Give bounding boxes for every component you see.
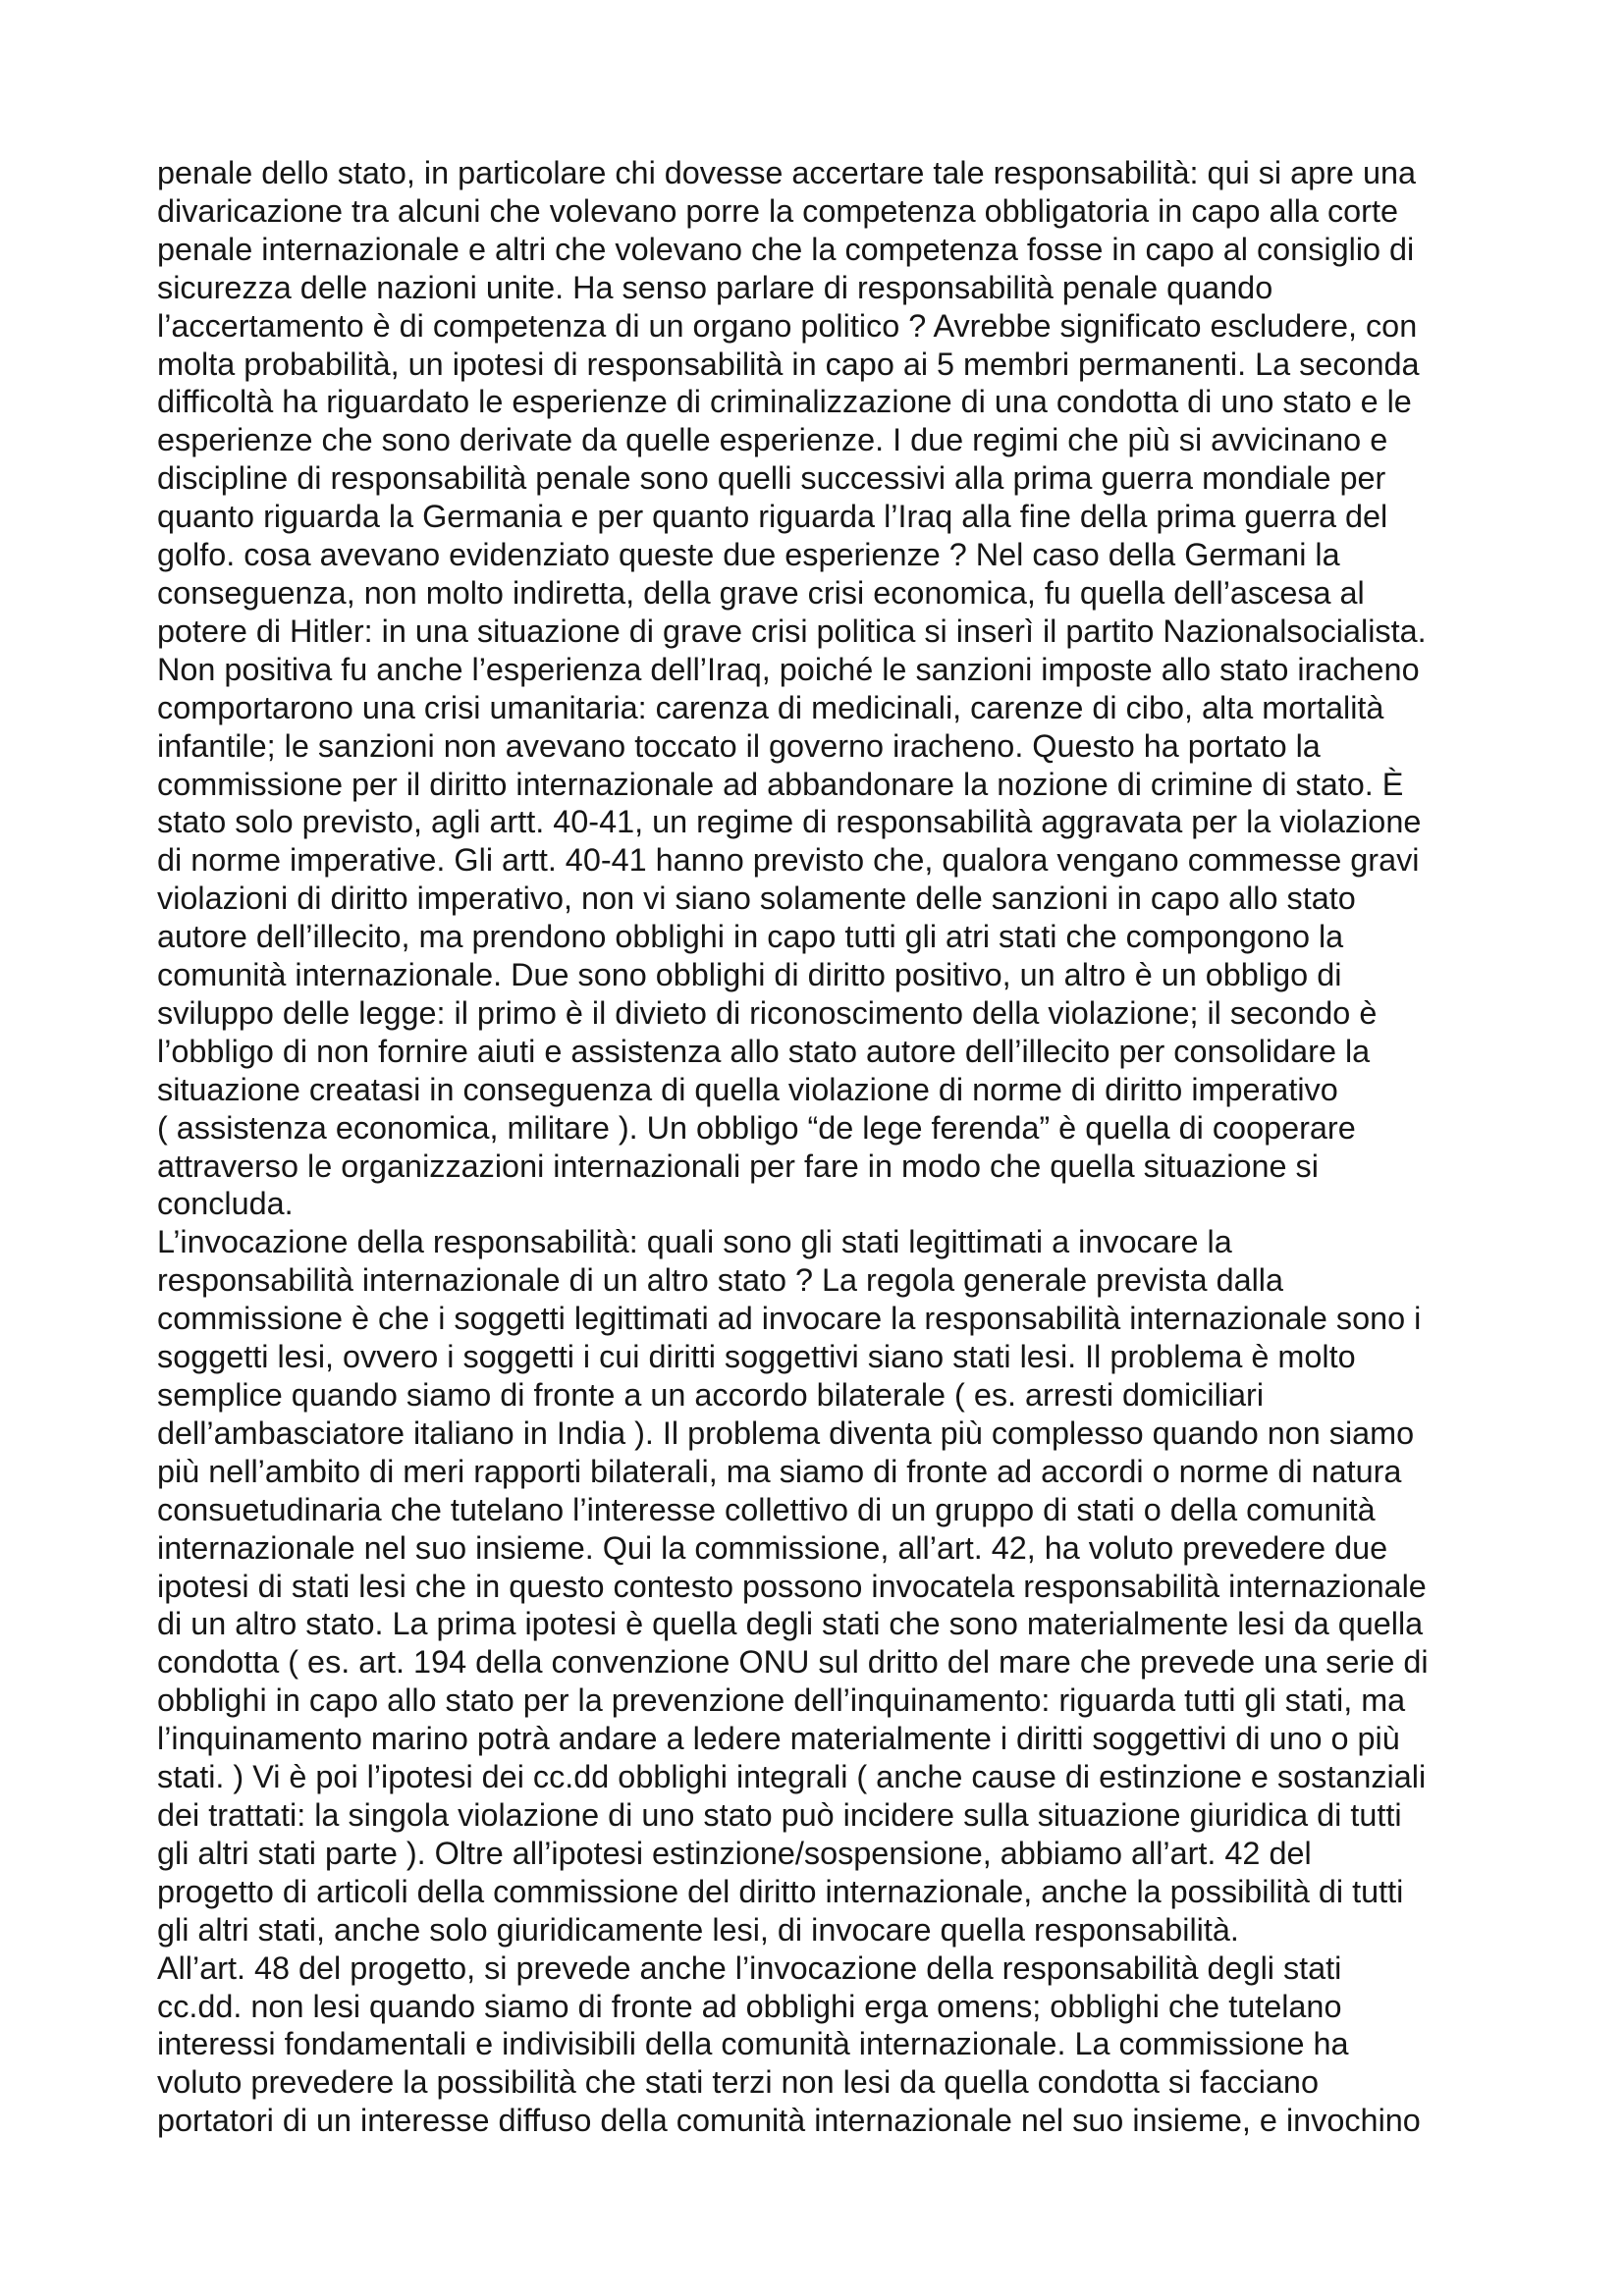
text-line: internazionale nel suo insieme. Qui la commissione, all’art. 42, ha voluto prevedere due — [157, 1529, 1388, 1566]
text-line: più nell’ambito di meri rapporti bilaterali, ma siamo di fronte ad accordi o norme di natura — [157, 1453, 1402, 1489]
text-line: stati. ) Vi è poi l’ipotesi dei cc.dd obblighi integrali ( anche cause di estinzione e sostanziali — [157, 1759, 1427, 1795]
text-line: infantile; le sanzioni non avevano toccato il governo iracheno. Questo ha portato la — [157, 727, 1321, 764]
text-line: l’inquinamento marino potrà andare a ledere materialmente i diritti soggettivi di uno o più — [157, 1721, 1400, 1757]
text-line: portatori di un interesse diffuso della comunità internazionale nel suo insieme, e invochino — [157, 2103, 1421, 2139]
text-line: sicurezza delle nazioni unite. Ha senso parlare di responsabilità penale quando — [157, 269, 1273, 305]
text-line: molta probabilità, un ipotesi di responsabilità in capo ai 5 membri permanenti. La seconda — [157, 346, 1420, 382]
text-line: consuetudinaria che tutelano l’interesse collettivo di un gruppo di stati o della comunità — [157, 1491, 1376, 1527]
text-line: divaricazione tra alcuni che volevano porre la competenza obbligatoria in capo alla corte — [157, 192, 1398, 229]
text-line: l’accertamento è di competenza di un organo politico ? Avrebbe significato escludere, con — [157, 307, 1418, 344]
text-line: progetto di articoli della commissione del diritto internazionale, anche la possibilità di tutti — [157, 1873, 1404, 1909]
text-line: esperienze che sono derivate da quelle esperienze. I due regimi che più si avvicinano e — [157, 422, 1388, 458]
text-line: discipline di responsabilità penale sono quelli successivi alla prima guerra mondiale per — [157, 460, 1386, 497]
text-line: concluda. — [157, 1186, 294, 1222]
body-text — [157, 154, 1478, 2140]
text-line: dei trattati: la singola violazione di uno stato può incidere sulla situazione giuridica di tutti — [157, 1796, 1402, 1833]
text-line: situazione creatasi in conseguenza di quella violazione di norme di diritto imperativo — [157, 1071, 1338, 1107]
text-line: condotta ( es. art. 194 della convenzione ONU sul dritto del mare che prevede una serie di — [157, 1644, 1429, 1681]
text-line: difficoltà ha riguardato le esperienze di criminalizzazione di una condotta di uno stato e le — [157, 384, 1412, 420]
text-line: potere di Hitler: in una situazione di grave crisi politica si inserì il partito Nazionalsocialista. — [157, 613, 1427, 649]
text-line: Non positiva fu anche l’esperienza dell’Iraq, poiché le sanzioni imposte allo stato iracheno — [157, 651, 1420, 687]
text-line: l’obbligo di non fornire aiuti e assistenza allo stato autore dell’illecito per consolidare la — [157, 1033, 1371, 1069]
text-line: violazioni di diritto imperativo, non vi siano solamente delle sanzioni in capo allo stato — [157, 881, 1356, 917]
text-line: gli altri stati parte ). Oltre all’ipotesi estinzione/sospensione, abbiamo all’art. 42 del — [157, 1835, 1312, 1871]
text-line: All’art. 48 del progetto, si prevede anche l’invocazione della responsabilità degli stati — [157, 1949, 1342, 1986]
text-line: commissione per il diritto internazionale ad abbandonare la nozione di crimine di stato. È — [157, 766, 1404, 802]
text-line: obblighi in capo allo stato per la prevenzione dell’inquinamento: riguarda tutti gli stati, ma — [157, 1682, 1406, 1719]
text-line: golfo. cosa avevano evidenziato queste due esperienze ? Nel caso della Germani la — [157, 537, 1340, 573]
text-line: dell’ambasciatore italiano in India ). Il problema diventa più complesso quando non siamo — [157, 1415, 1415, 1451]
text-line: gli altri stati, anche solo giuridicamente lesi, di invocare quella responsabilità. — [157, 1911, 1239, 1948]
text-line: di norme imperative. Gli artt. 40-41 hanno previsto che, qualora vengano commesse gravi — [157, 842, 1420, 879]
text-line: semplice quando siamo di fronte a un accordo bilaterale ( es. arresti domiciliari — [157, 1377, 1265, 1413]
text-line: stato solo previsto, agli artt. 40-41, un regime di responsabilità aggravata per la violazione — [157, 804, 1422, 840]
text-line: cc.dd. non lesi quando siamo di fronte ad obblighi erga omens; obblighi che tutelano — [157, 1988, 1342, 2024]
text-line: soggetti lesi, ovvero i soggetti i cui diritti soggettivi siano stati lesi. Il problema è molto — [157, 1339, 1356, 1375]
text-line: conseguenza, non molto indiretta, della grave crisi economica, fu quella dell’ascesa al — [157, 574, 1365, 611]
text-line: penale dello stato, in particolare chi dovesse accertare tale responsabilità: qui si apre una — [157, 155, 1416, 190]
text-line: attraverso le organizzazioni internazionali per fare in modo che quella situazione si — [157, 1148, 1319, 1184]
text-line: comportarono una crisi umanitaria: carenza di medicinali, carenze di cibo, alta mortalità — [157, 689, 1384, 725]
text-line: sviluppo delle legge: il primo è il divieto di riconoscimento della violazione; il secondo è — [157, 994, 1378, 1031]
text-line: ipotesi di stati lesi che in questo contesto possono invocatela responsabilità internazionale — [157, 1568, 1427, 1604]
text-line: commissione è che i soggetti legittimati ad invocare la responsabilità internazionale sono i — [157, 1301, 1422, 1337]
text-line: responsabilità internazionale di un altro stato ? La regola generale prevista dalla — [157, 1262, 1284, 1299]
text-line: autore dell’illecito, ma prendono obblighi in capo tutti gli atri stati che compongono la — [157, 919, 1344, 955]
text-line: interessi fondamentali e indivisibili della comunità internazionale. La commissione ha — [157, 2026, 1349, 2062]
text-line: quanto riguarda la Germania e per quanto riguarda l’Iraq alla fine della prima guerra del — [157, 499, 1388, 535]
text-line: ( assistenza economica, militare ). Un obbligo “de lege ferenda” è quella di cooperare — [157, 1109, 1356, 1146]
text-line: penale internazionale e altri che volevano che la competenza fosse in capo al consiglio di — [157, 231, 1415, 267]
text-line: L’invocazione della responsabilità: quali sono gli stati legittimati a invocare la — [157, 1224, 1232, 1260]
text-line: voluto prevedere la possibilità che stati terzi non lesi da quella condotta si facciano — [157, 2064, 1319, 2101]
text-line: di un altro stato. La prima ipotesi è quella degli stati che sono materialmente lesi da quella — [157, 1606, 1424, 1642]
text-line: comunità internazionale. Due sono obblighi di diritto positivo, un altro è un obbligo di — [157, 957, 1342, 993]
